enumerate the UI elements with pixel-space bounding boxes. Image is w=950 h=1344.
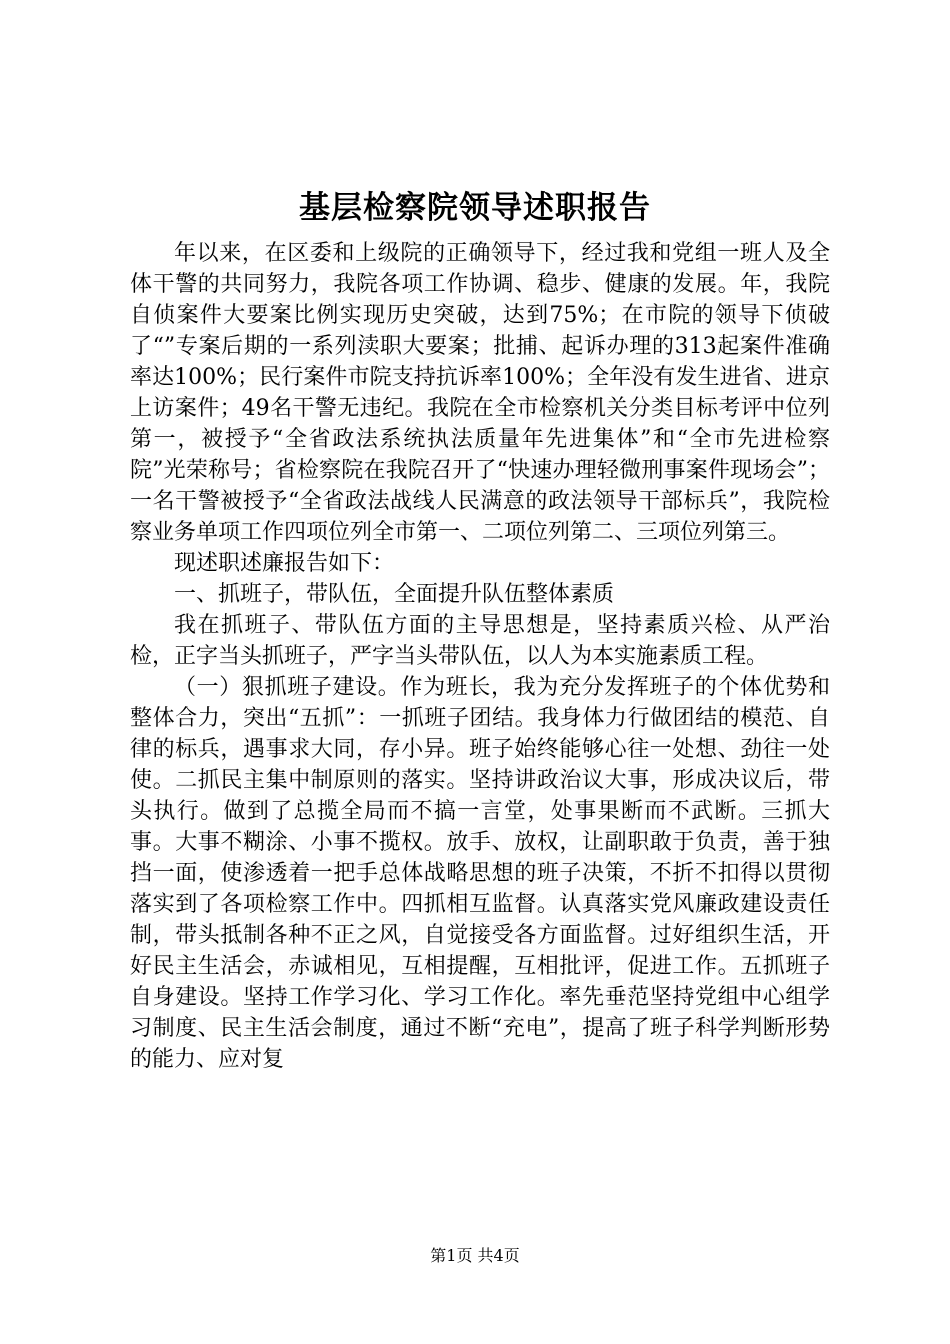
section-heading-1: 一、抓班子，带队伍，全面提升队伍整体素质 [174, 582, 615, 607]
page-footer: 第1页 共4页 [430, 1246, 520, 1265]
paragraph-guiding-idea: 我在抓班子、带队伍方面的主导思想是，坚持素质兴检、从严治检，正字当头抓班子，严字当头带队伍，以人为本实施素质工程。 [130, 613, 830, 669]
document-body [130, 238, 830, 1075]
paragraph-intro: 年以来，在区委和上级院的正确领导下，经过我和党组一班人及全体干警的共同努力，我院各项工作协调、稳步、健康的发展。年，我院自侦案件大要案比例实现历史突破，达到75%；在市院的领导下侦破了“”专案后期的一系列渎职大要案；批捕、起诉办理的313起案件准确率达100%；民行案件市院支持抗诉率100%；全年没有发生进省、进京上访案件；49名干警无违纪。我院在全市检察机关分类目标考评中位列第一，被授予“全省政法系统执法质量年先进集体”和“全市先进检察院”光荣称号；省检察院在我院召开了“快速办理轻微刑事案件现场会”；一名干警被授予“全省政法战线人民满意的政法领导干部标兵”，我院检察业务单项工作四项位列全市第一、二项位列第二、三项位列第三。 [130, 241, 830, 545]
document-title: 基层检察院领导述职报告 [299, 190, 651, 226]
paragraph-report-lead: 现述职述廉报告如下： [174, 551, 395, 576]
paragraph-team-building: （一）狠抓班子建设。作为班长，我为充分发挥班子的个体优势和整体合力，突出“五抓”：一抓班子团结。我身体力行做团结的模范、自律的标兵，遇事求大同，存小异。班子始终能够心往一处想、劲往一处使。二抓民主集中制原则的落实。坚持讲政治议大事，形成决议后，带头执行。做到了总揽全局而不搞一言堂，处事果断而不武断。三抓大事。大事不糊涂、小事不揽权。放手、放权，让副职敢于负责，善于独挡一面，使渗透着一把手总体战略思想的班子决策，不折不扣得以贯彻落实到了各项检察工作中。四抓相互监督。认真落实党风廉政建设责任制，带头抵制各种不正之风，自觉接受各方面监督。过好组织生活，开好民主生活会，赤诚相见，互相提醒，互相批评，促进工作。五抓班子自身建设。坚持工作学习化、学习工作化。率先垂范坚持党组中心组学习制度、民主生活会制度，通过不断“充电”，提高了班子科学判断形势的能力、应对复 [130, 675, 830, 1072]
